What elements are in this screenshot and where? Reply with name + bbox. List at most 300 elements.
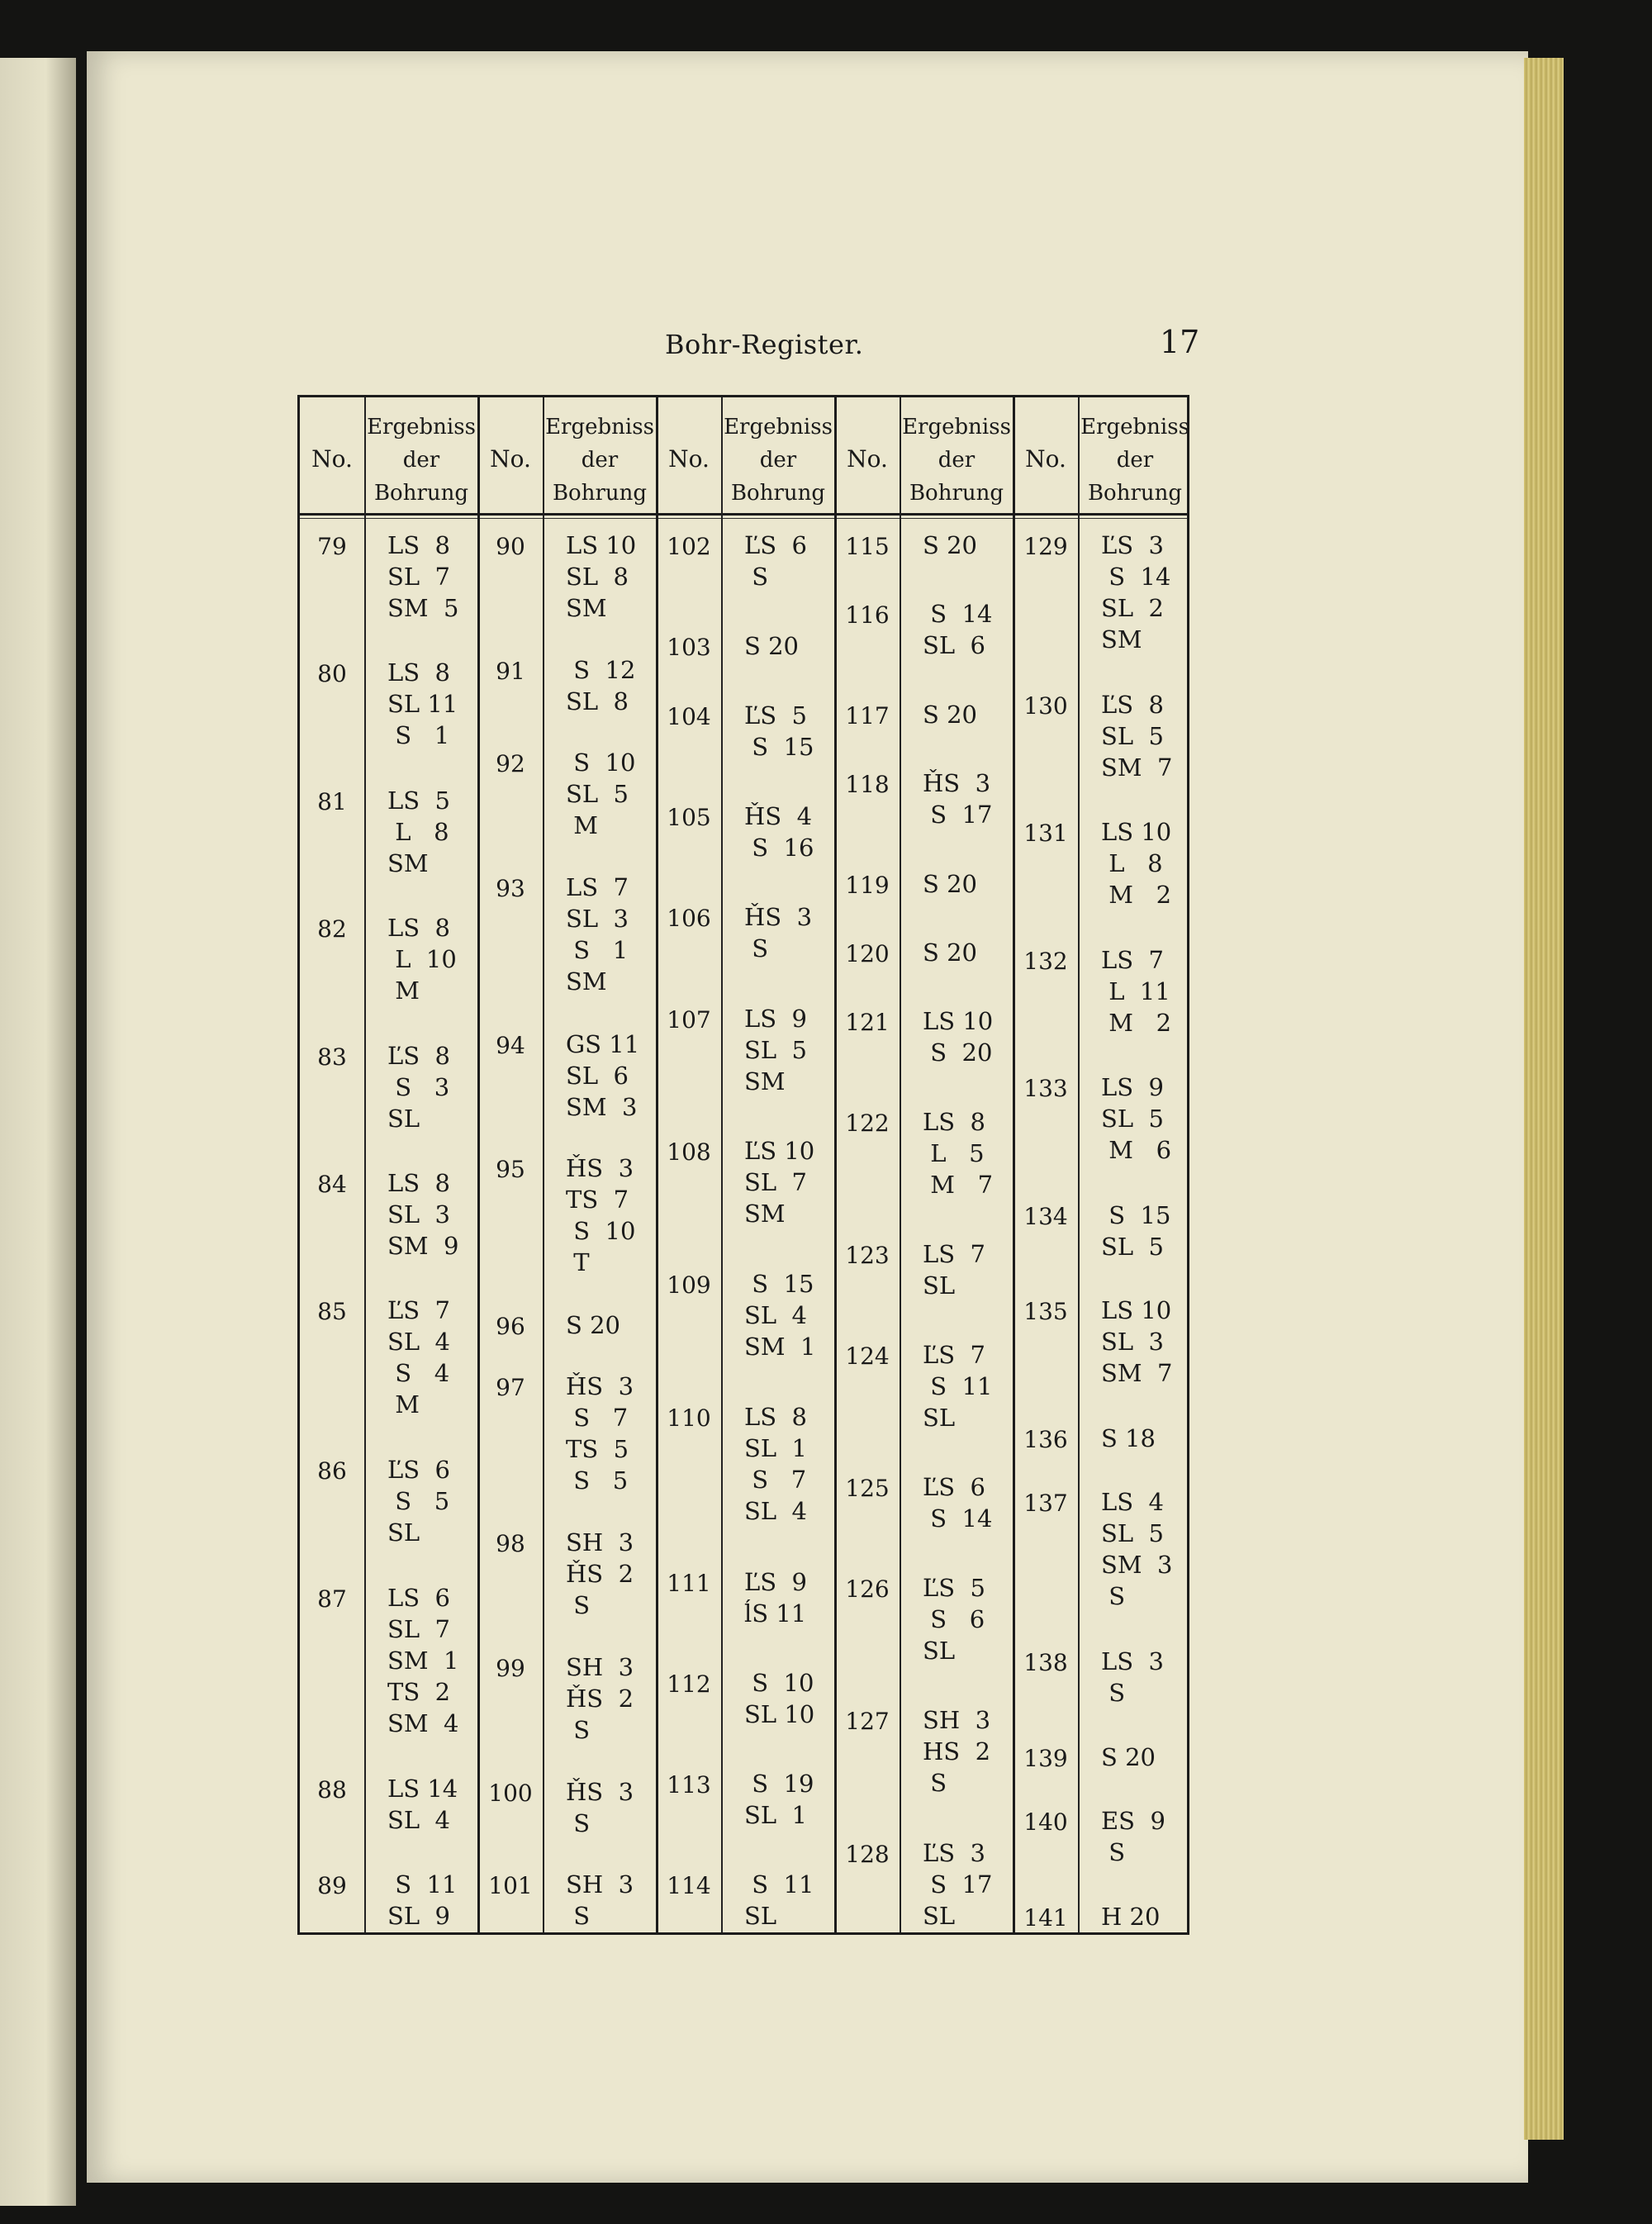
bore-number: 120 (845, 939, 890, 967)
bore-result-line: SH 3 (923, 1706, 991, 1735)
bore-result-line: S 20 (923, 938, 977, 967)
bore-result (1101, 944, 1171, 1038)
bore-number: 132 (1023, 947, 1068, 975)
bore-number: 135 (1023, 1298, 1068, 1326)
bore-result-line: ĽS 6 (387, 1456, 451, 1485)
bore-result (1101, 530, 1170, 655)
bore-result (923, 1106, 993, 1200)
bore-result (566, 747, 635, 841)
bore-number: 88 (317, 1776, 347, 1804)
page-number: 17 (1160, 324, 1200, 360)
bore-result-line: SL 5 (1101, 1105, 1165, 1133)
bore-result-line: S (566, 1716, 591, 1745)
bore-number: 115 (845, 533, 890, 560)
bore-result-line: SL 5 (744, 1035, 808, 1064)
bore-result-line: SL 3 (566, 905, 629, 934)
bore-result (1101, 1901, 1160, 1932)
bore-result (744, 801, 814, 863)
bore-result-line: LS 9 (1101, 1073, 1165, 1102)
bore-result-line: LS 8 (744, 1403, 808, 1432)
bore-result (1101, 1072, 1171, 1166)
bore-number: 106 (667, 905, 711, 933)
bore-number: 95 (496, 1156, 525, 1184)
bore-result-line: S 14 (1101, 563, 1171, 591)
bore-number: 99 (496, 1655, 525, 1683)
bore-number: 133 (1023, 1075, 1068, 1103)
bore-result-line: S 20 (744, 632, 799, 661)
bore-result-line: S 11 (387, 1870, 458, 1899)
bore-result (387, 1454, 450, 1548)
bore-result-line: S 1 (566, 936, 629, 965)
bore-result-line: L 8 (387, 817, 449, 846)
bore-result-line: SL 6 (566, 1061, 629, 1090)
column-group-rule (1013, 397, 1015, 1932)
bore-number: 109 (667, 1271, 711, 1300)
bore-result-line: LS 10 (1101, 818, 1172, 847)
bore-result (923, 530, 977, 561)
bore-result-line: L 5 (923, 1138, 985, 1167)
bore-result-line: LS 8 (387, 1169, 451, 1197)
bore-result (744, 1667, 814, 1730)
bore-result (387, 1295, 450, 1420)
bore-number: 93 (496, 875, 525, 903)
bore-number: 130 (1023, 692, 1068, 720)
bore-result (566, 1371, 634, 1496)
bore-number: 141 (1023, 1903, 1068, 1932)
bore-result-line: SL (744, 1902, 777, 1931)
bore-result (1101, 1200, 1170, 1262)
header-result-line: Bohrung (373, 481, 469, 506)
bore-result-line: S 10 (566, 1217, 636, 1246)
bore-result-line: SL 11 (387, 690, 458, 719)
bore-number: 104 (667, 702, 711, 730)
bore-number: 80 (317, 660, 347, 688)
bore-result-line: S 14 (923, 600, 993, 629)
bore-result-line: ĽS 3 (923, 1838, 986, 1867)
bore-number: 123 (845, 1242, 890, 1270)
bore-result-line: S (566, 1902, 591, 1931)
header-result-line: Bohrung (1087, 481, 1183, 506)
bore-number: 91 (496, 657, 525, 685)
bore-number: 122 (845, 1109, 890, 1137)
bore-result-line: ȞS 2 (566, 1685, 634, 1713)
bore-result (387, 1773, 458, 1836)
bore-result-line: SL (923, 1403, 956, 1432)
bore-result-line: SL 3 (1101, 1328, 1165, 1357)
header-result (364, 411, 478, 510)
bore-result (923, 1837, 992, 1932)
bore-result-line: SM 4 (387, 1708, 459, 1737)
bore-result-line: LS 7 (923, 1240, 986, 1269)
bore-result (923, 1339, 992, 1433)
header-rule (300, 513, 1187, 516)
bore-result (744, 630, 799, 662)
bore-result-line: H 20 (1101, 1902, 1161, 1931)
header-result-line: der (402, 448, 440, 473)
header-no: No. (311, 445, 353, 473)
bore-result-line: ȞS 4 (744, 802, 813, 831)
bore-number: 101 (488, 1872, 533, 1900)
bore-result-line: S 15 (744, 1270, 814, 1299)
bore-result-line: SL 5 (1101, 1519, 1165, 1547)
bore-result-line: SL 9 (387, 1902, 451, 1931)
bore-result (1101, 816, 1171, 910)
bore-number: 100 (488, 1779, 533, 1807)
bore-result-line: LS 9 (744, 1004, 808, 1033)
bore-result-line: SL 8 (566, 563, 629, 591)
bore-result-line: LS 8 (387, 658, 451, 687)
header-result (721, 411, 835, 510)
bore-number: 113 (667, 1770, 711, 1799)
bore-result-line: SL 4 (387, 1806, 451, 1835)
bore-number: 121 (845, 1009, 890, 1037)
left-page-edge (0, 58, 76, 2206)
header-no: No. (490, 445, 531, 473)
column-rule (364, 397, 366, 1932)
header-no: No. (847, 445, 888, 473)
bore-result-line: S 15 (1101, 1200, 1171, 1229)
bore-result (923, 699, 977, 730)
header-result (1078, 411, 1192, 510)
bore-number: 86 (317, 1457, 347, 1485)
header-result-line: Bohrung (909, 481, 1004, 506)
bore-number: 114 (667, 1872, 711, 1900)
bore-result-line: LS 10 (566, 531, 637, 559)
bore-number: 139 (1023, 1744, 1068, 1772)
bore-number: 128 (845, 1840, 890, 1868)
bore-result-line: S 20 (923, 700, 977, 729)
bore-result-line: SL 5 (1101, 1232, 1165, 1261)
bore-result-line: SM 1 (387, 1646, 459, 1675)
bore-number: 111 (667, 1569, 711, 1597)
header-result-line: Bohrung (730, 481, 826, 506)
bore-number: 136 (1023, 1425, 1068, 1453)
bore-result-line: ĽS 5 (744, 701, 808, 729)
bore-result-line: SL 4 (744, 1497, 808, 1526)
bore-result-line: SL (387, 1518, 420, 1547)
bore-result-line: S 10 (744, 1668, 814, 1697)
bore-result-line: L 8 (1101, 849, 1163, 878)
header-result-line: Ergebniss (367, 415, 476, 440)
bore-number: 94 (496, 1031, 525, 1059)
header-no: No. (668, 445, 710, 473)
bore-result-line: M 2 (1101, 881, 1172, 910)
bore-result-line: ȞS 3 (744, 903, 813, 932)
bore-result (923, 937, 977, 968)
bore-result-line: SL 3 (387, 1200, 451, 1228)
bore-result (1101, 1646, 1164, 1708)
bore-result-line: ĽS 9 (744, 1567, 808, 1596)
bore-result (566, 1869, 634, 1932)
bore-number: 107 (667, 1005, 711, 1034)
bore-result (387, 657, 458, 751)
bore-result-line: ĺS 11 (744, 1599, 807, 1628)
header-result-line: der (581, 448, 619, 473)
bore-result-line: ES 9 (1101, 1807, 1165, 1835)
bore-result-line: M (387, 1390, 420, 1419)
bore-result (566, 1152, 635, 1278)
bore-number: 131 (1023, 820, 1068, 848)
bore-result-line: SL 1 (744, 1434, 808, 1463)
header-result (900, 411, 1014, 510)
bore-result-line: SL 6 (923, 631, 986, 660)
bore-result-line: S (744, 934, 769, 963)
bore-result (566, 1776, 634, 1839)
bore-result-line: S 14 (923, 1504, 993, 1533)
bore-number: 98 (496, 1530, 525, 1558)
bore-result-line: S 1 (387, 721, 450, 750)
bore-result-line: SL 1 (744, 1800, 808, 1829)
bore-result-line: LS 5 (387, 786, 451, 815)
bore-register-table (297, 395, 1189, 1935)
bore-result-line: S 11 (923, 1371, 993, 1400)
bore-result (1101, 1423, 1156, 1454)
bore-result-line: SL 8 (566, 687, 629, 715)
bore-number: 108 (667, 1138, 711, 1167)
bore-result-line: SM 3 (1101, 1551, 1173, 1579)
bore-result-line: SL 10 (744, 1699, 815, 1728)
bore-result (566, 1651, 634, 1746)
bore-result-line: SM (387, 848, 429, 877)
header-result-line: der (759, 448, 797, 473)
bore-result-line: SL 7 (387, 563, 451, 591)
bore-result-line: ȞS 3 (566, 1154, 634, 1183)
bore-result (923, 1471, 992, 1534)
bore-result (744, 1768, 814, 1831)
bore-result-line: LS 10 (923, 1007, 994, 1036)
bore-number: 138 (1023, 1649, 1068, 1676)
bore-result (744, 530, 807, 592)
bore-number: 118 (845, 771, 890, 798)
bore-result-line: ĽS 5 (923, 1573, 986, 1602)
bore-result-line: S 16 (744, 834, 814, 863)
bore-number: 84 (317, 1171, 347, 1198)
bore-result-line: S (566, 1808, 591, 1837)
bore-result-line: LS 4 (1101, 1488, 1165, 1516)
bore-result-line: SH 3 (566, 1870, 634, 1899)
bore-result (744, 1869, 814, 1932)
bore-result (923, 1238, 985, 1301)
bore-result-line: S (566, 1591, 591, 1620)
bore-result-line: S 20 (923, 1038, 993, 1067)
header-result-line: Bohrung (552, 481, 648, 506)
bore-number: 125 (845, 1475, 890, 1503)
bore-result-line: S (1101, 1679, 1126, 1707)
bore-result-line: ĽS 6 (923, 1473, 986, 1502)
bore-result (566, 1309, 620, 1341)
header-result-line: Ergebniss (902, 415, 1011, 440)
bore-result-line: LS 8 (923, 1107, 986, 1136)
bore-result-line: SM (1101, 625, 1142, 653)
bore-result-line: M 6 (1101, 1136, 1172, 1165)
bore-number: 105 (667, 804, 711, 832)
column-rule (721, 397, 723, 1932)
bore-result (566, 1527, 634, 1621)
header-result-line: Ergebniss (1080, 415, 1189, 440)
bore-result-line: S 6 (923, 1604, 985, 1633)
bore-number: 117 (845, 701, 890, 729)
bore-result-line: TS 5 (566, 1434, 629, 1463)
bore-result (1101, 1805, 1165, 1868)
bore-result (744, 1135, 814, 1229)
bore-result-line: S 18 (1101, 1423, 1156, 1452)
bore-number: 92 (496, 750, 525, 778)
bore-result-line: SM 5 (387, 594, 459, 622)
bore-number: 126 (845, 1575, 890, 1603)
bore-result-line: SL (387, 1104, 420, 1133)
bore-result-line: T (566, 1248, 590, 1277)
header-result-line: der (1116, 448, 1154, 473)
bore-result-line: M (566, 811, 598, 840)
bore-result-line: LS 14 (387, 1775, 458, 1803)
bore-result (1101, 1486, 1172, 1612)
bore-result-line: SM 7 (1101, 1359, 1173, 1388)
bore-result-line: S 5 (566, 1466, 629, 1495)
bore-result-line: SM 3 (566, 1092, 638, 1121)
bore-result-line: ĽS 6 (744, 531, 808, 559)
bore-result (387, 1040, 450, 1134)
bore-result (923, 1005, 993, 1068)
bore-result-line: S 5 (387, 1487, 450, 1516)
bore-result (744, 1566, 807, 1629)
bore-result-line: LS 6 (387, 1583, 451, 1612)
bore-result-line: SL 2 (1101, 594, 1165, 622)
header-result-line: der (938, 448, 976, 473)
header-rule-thin (300, 518, 1187, 519)
bore-number: 96 (496, 1312, 525, 1340)
bore-result-line: LS 10 (1101, 1296, 1172, 1325)
bore-result-line: ĽS 3 (1101, 531, 1165, 559)
bore-result (923, 1704, 990, 1799)
bore-result-line: S (744, 563, 769, 591)
bore-result-line: S 15 (744, 732, 814, 761)
bore-number: 137 (1023, 1490, 1068, 1517)
bore-number: 140 (1023, 1808, 1068, 1836)
bore-result-line: ĽS 10 (744, 1137, 815, 1166)
bore-result (387, 530, 458, 624)
bore-result-line: SH 3 (566, 1528, 634, 1557)
bore-result (744, 1003, 807, 1097)
bore-result (744, 1401, 807, 1527)
bore-result (387, 1869, 457, 1932)
bore-result (566, 654, 635, 717)
bore-result-line: S 20 (923, 531, 977, 559)
bore-result-line: S 12 (566, 655, 636, 684)
bore-result (387, 1167, 458, 1262)
bore-number: 112 (667, 1670, 711, 1698)
bore-result-line: SL 7 (387, 1614, 451, 1643)
bore-result (923, 868, 977, 900)
bore-result-line: ȞS 3 (566, 1371, 634, 1400)
bore-result (923, 767, 992, 830)
bore-result (1101, 689, 1172, 783)
bore-result-line: SM (744, 1067, 786, 1095)
bore-result-line: SM 1 (744, 1333, 816, 1361)
bore-number: 97 (496, 1373, 525, 1401)
bore-result-line: SL (923, 1636, 956, 1665)
bore-result-line: SL 7 (744, 1168, 808, 1197)
bore-result-line: S 19 (744, 1769, 814, 1798)
bore-result-line: ȞS 3 (566, 1777, 634, 1806)
bore-result-line: M 2 (1101, 1008, 1172, 1037)
bore-result-line: S (1101, 1582, 1126, 1610)
bore-number: 124 (845, 1342, 890, 1370)
column-rule (900, 397, 901, 1932)
bore-result (744, 1268, 815, 1362)
bore-number: 102 (667, 533, 711, 560)
bore-result (387, 1582, 458, 1739)
bore-result-line: SM 7 (1101, 753, 1173, 782)
bore-result-line: LS 8 (387, 531, 451, 559)
bore-result-line: TS 2 (387, 1677, 451, 1706)
bore-result-line: ȞS 2 (566, 1560, 634, 1589)
bore-result (1101, 1742, 1156, 1773)
bore-result-line: ĽS 8 (1101, 691, 1165, 719)
bore-number: 81 (317, 787, 347, 815)
bore-result (566, 872, 629, 997)
header-no: No. (1025, 445, 1066, 473)
bore-number: 90 (496, 533, 525, 560)
bore-number: 116 (845, 601, 890, 630)
bore-result-line: ȞS 3 (923, 769, 991, 797)
bore-result-line: ĽS 7 (923, 1340, 986, 1369)
bore-result-line: L 10 (387, 945, 457, 974)
bore-result-line: TS 7 (566, 1186, 629, 1214)
bore-result-line: HS 2 (923, 1737, 991, 1766)
bore-number: 119 (845, 871, 890, 899)
page-edges (1524, 58, 1564, 2140)
bore-result-line: ĽS 7 (387, 1296, 451, 1325)
bore-result-line: SH 3 (566, 1653, 634, 1682)
bore-result-line: SM 9 (387, 1232, 459, 1260)
bore-result-line: SL (923, 1901, 956, 1930)
bore-result-line: S 7 (744, 1466, 807, 1495)
bore-result (923, 598, 992, 661)
bore-result (744, 700, 814, 763)
bore-result-line: S 20 (923, 869, 977, 898)
header-result-line: Ergebniss (545, 415, 654, 440)
bore-number: 89 (317, 1872, 347, 1900)
bore-result-line: S 10 (566, 748, 636, 777)
bore-result-line: M (387, 977, 420, 1005)
bore-result-line: S 7 (566, 1403, 629, 1432)
bore-result-line: S 4 (387, 1359, 450, 1388)
running-head: Bohr-Register. (665, 329, 864, 360)
bore-number: 85 (317, 1298, 347, 1326)
bore-result-line: SL 4 (387, 1328, 451, 1357)
bore-result-line: SL 5 (1101, 722, 1165, 750)
bore-result-line: ĽS 8 (387, 1041, 451, 1070)
bore-result-line: M 7 (923, 1170, 994, 1199)
bore-number: 79 (317, 533, 347, 560)
bore-result-line: S 3 (387, 1072, 450, 1101)
column-rule (543, 397, 544, 1932)
bore-number: 103 (667, 634, 711, 662)
bore-result (923, 1572, 985, 1666)
bore-result-line: S 17 (923, 1870, 993, 1898)
bore-result-line: LS 3 (1101, 1647, 1165, 1675)
bore-result-line: S 20 (566, 1310, 620, 1339)
bore-result-line: SM (566, 594, 607, 622)
bore-number: 110 (667, 1404, 711, 1433)
column-rule (1078, 397, 1080, 1932)
bore-result-line: GS 11 (566, 1029, 640, 1058)
bore-result-line: SM (744, 1200, 786, 1228)
bore-number: 129 (1023, 533, 1068, 560)
bore-result-line: S 17 (923, 801, 993, 829)
bore-result (566, 1029, 639, 1123)
header-result-line: Ergebniss (724, 415, 833, 440)
